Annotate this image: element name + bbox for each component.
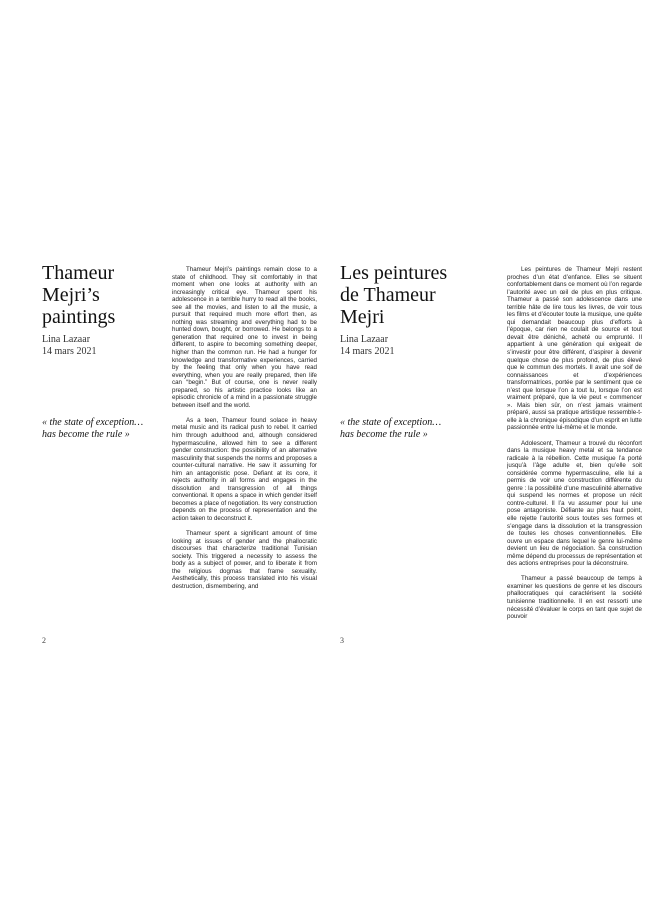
paragraph: Adolescent, Thameur a trouvé du réconfort dans la musique heavy metal et sa tendance radicale à la rébellion. Cette musique l’a porté jusqu’à l’âge adulte et, bien qu’elle soit considérée comme hypermasculine, elle lui a permis de voir une construction différente du genre : la possibilité d’une masculinité alternative qui suspend les normes et propose un récit contre-culturel. Il l’a vu assumer pour lui une pose antagoniste. Défiante au plus haut point, elle rejette l’autorité sous toutes ses formes et s’engage dans la dissolution et la transgression de toutes les choses conventionnelles. Elle ouvre un espace dans lequel le genre lui-même devient un lieu de négociation. Sa construction même dépend du processus de représentation et des actions entreprises pour la déconstruire. (507, 439, 642, 568)
paragraph: As a teen, Thameur found solace in heavy metal music and its radical push to rebel. It carried him through adulthood and, although considered hypermasculine, allowed him to see a different gender construction: the possibility of an alternative masculinity that suspends the norms and proposes a counter-cultural narrative. He saw it assuming for him an antagonistic pose. Defiant at its core, it rejects authority in all forms and engages in the dissolution and transgression of all things conventional. It opens a space in which gender itself becomes a place of negotiation. Its very construction depends on the process of representation and the action taken to deconstruct it. (172, 416, 317, 522)
pull-quote: « the state of exception… has become the rule » (340, 417, 442, 440)
author-name: Lina Lazaar (340, 334, 389, 345)
article-title-en: Thameur Mejri’s paintings (42, 262, 116, 328)
author-name: Lina Lazaar (42, 334, 91, 345)
author-block (340, 334, 450, 358)
author-block (42, 334, 152, 358)
body-text-en (172, 266, 317, 652)
publication-date: 14 mars 2021 (42, 346, 97, 357)
paragraph: Thameur spent a significant amount of time looking at issues of gender and the phallocratic discourses that characterize traditional Tunisian society. This triggered a necessity to assess the body as a subject of power, and to liberate it from the religious dogmas that frame sexuality. Aesthetically, this process translated into his visual destruction, dismembering, and (172, 530, 317, 590)
article-title-fr: Les peintures de Thameur Mejri (340, 262, 448, 328)
paragraph: Thameur Mejri’s paintings remain close to a state of childhood. They sit comfortably in that moment when one looks at authority with an increasingly critical eye. Thameur spent his adolescence in a terrible hurry to read all the books, see all the movies, and listen to all the music, a pursuit that required much more effort then, as nothing was streaming and everything had to be hunted down, bought, or borrowed. He belongs to a generation that required one to invest in being different, to aspire to becoming something deeper, higher than the common run. He had a hunger for knowledge and transformative experiences, carried by the feeling that only when you have read everything, when you are really prepared, then life can “begin.” But of course, one is never really prepared, so his artistic practice looks like an episodic chronicle of a mind in a passionate struggle between itself and the world. (172, 266, 317, 409)
page-number: 2 (42, 636, 46, 645)
paragraph: Les peintures de Thameur Mejri restent proches d’un état d’enfance. Elles se situent confortablement dans ce moment où l’on regarde l’autorité avec un œil de plus en plus critique. Thameur a passé son adolescence dans une terrible hâte de lire tous les livres, de voir tous les films et d’écouter toute la musique, une quête qui demandait beaucoup plus d’efforts à l’époque, car rien ne coulait de source et tout devait être déniché, acheté ou emprunté. Il appartient à une génération qui exigeait de s’investir pour être différent, d’aspirer à devenir quelque chose de plus profond, de plus élevé que le commun des mortels. Il avait une soif de connaissances et d’expériences transformatrices, portée par le sentiment que ce n’est que lorsque l’on a tout lu, lorsque l’on est vraiment préparé, que la vie peut « commencer ». Mais bien sûr, on n’est jamais vraiment préparé, aussi sa pratique artistique ressemble-t-elle à la chronique épisodique d’un esprit en lutte passionnée entre lui-même et le monde. (507, 266, 642, 432)
body-text-fr (507, 266, 642, 652)
publication-date: 14 mars 2021 (340, 346, 395, 357)
right-page (330, 0, 660, 904)
page-number: 3 (340, 636, 344, 645)
pull-quote: « the state of exception… has become the rule » (42, 417, 144, 440)
paragraph: Thameur a passé beaucoup de temps à examiner les questions de genre et les discours phallocratiques qui caractérisent la société tunisienne traditionnelle. Il en est ressorti une nécessité d’évaluer le corps en tant que sujet de pouvoir (507, 575, 642, 621)
